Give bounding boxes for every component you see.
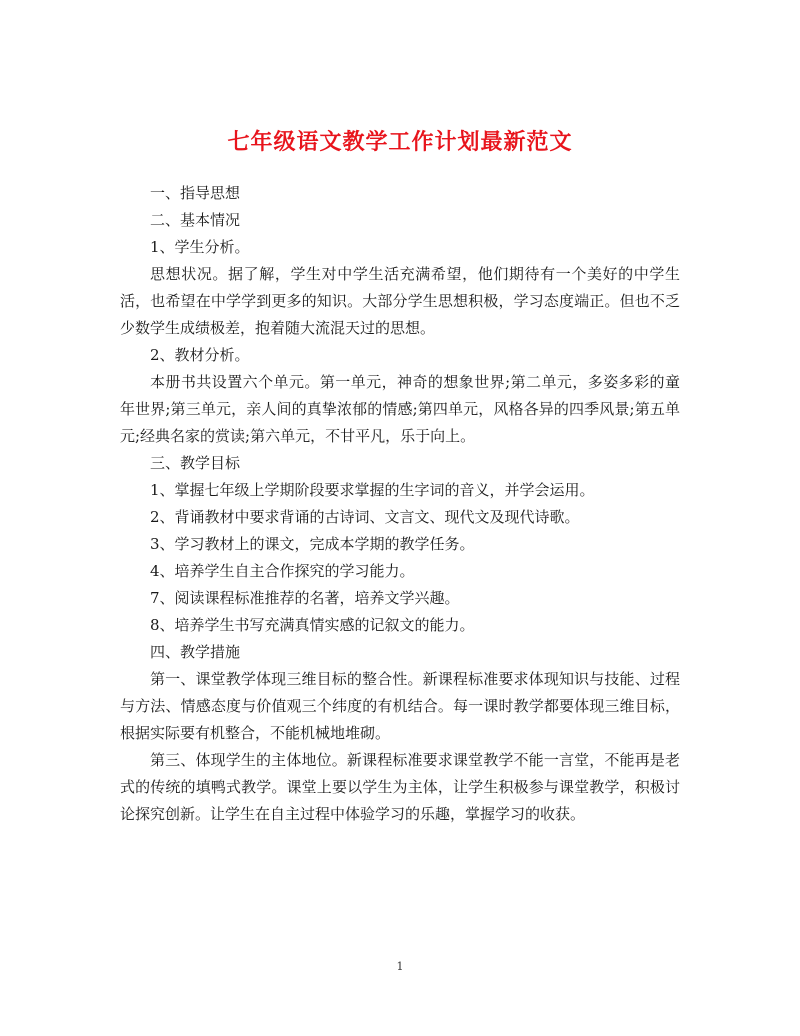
goal-item-4: 4、培养学生自主合作探究的学习能力。 [150,562,415,580]
subheading-student-analysis: 1、学生分析。 [150,238,250,256]
goal-item-8: 8、培养学生书写充满真情实感的记叙文的能力。 [150,616,475,634]
heading-basic-situation: 二、基本情况 [150,211,241,229]
paragraph-textbook-units: 本册书共设置六个单元。第一单元，神奇的想象世界;第二单元，多姿多彩的童年世界;第三单元，亲人间的真挚浓郁的情感;第四单元，风格各异的四季风景;第五单元;经典名家的赏读;第六单元，不甘平凡，乐于向上。 [120,373,680,445]
goal-item-1: 1、掌握七年级上学期阶段要求掌握的生字词的音义，并学会运用。 [150,481,595,499]
document-body [120,180,680,828]
page-number: 1 [396,960,404,973]
heading-teaching-goals: 三、教学目标 [150,454,241,472]
heading-guiding-thought: 一、指导思想 [150,184,241,202]
subheading-textbook-analysis: 2、教材分析。 [150,346,250,364]
goal-item-2: 2、背诵教材中要求背诵的古诗词、文言文、现代文及现代诗歌。 [150,508,580,526]
heading-teaching-measures: 四、教学措施 [150,643,241,661]
paragraph-measure-first: 第一、课堂教学体现三维目标的整合性。新课程标准要求体现知识与技能、过程与方法、情感态度与价值观三个纬度的有机结合。每一课时教学都要体现三维目标，根据实际要有机整合，不能机械地堆砌。 [120,670,680,742]
goal-item-7: 7、阅读课程标准推荐的名著，培养文学兴趣。 [150,589,460,607]
paragraph-student-thought: 思想状况。据了解，学生对中学生活充满希望，他们期待有一个美好的中学生活，也希望在中学学到更多的知识。大部分学生思想积极，学习态度端正。但也不乏少数学生成绩极差，抱着随大流混天过的思想。 [120,265,680,337]
goal-item-3: 3、学习教材上的课文，完成本学期的教学任务。 [150,535,475,553]
paragraph-measure-third: 第三、体现学生的主体地位。新课程标准要求课堂教学不能一言堂，不能再是老式的传统的填鸭式教学。课堂上要以学生为主体，让学生积极参与课堂教学，积极讨论探究创新。让学生在自主过程中体验学习的乐趣，掌握学习的收获。 [120,751,680,823]
document-title: 七年级语文教学工作计划最新范文 [227,128,573,155]
